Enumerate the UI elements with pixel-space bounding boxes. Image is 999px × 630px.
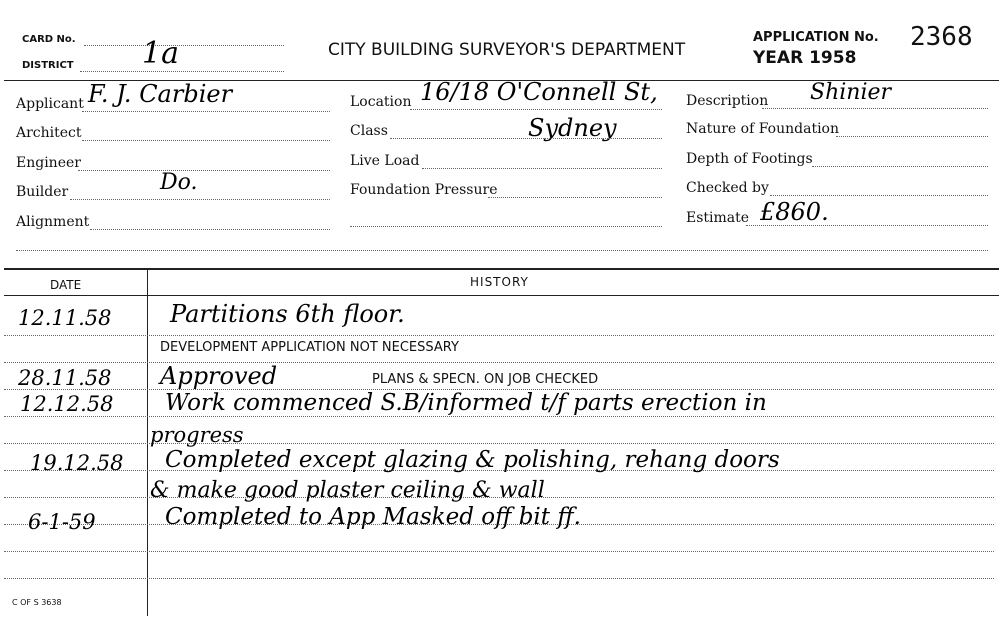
ruled-line	[4, 416, 994, 417]
history-top-rule	[4, 268, 999, 270]
alignment-label: Alignment	[16, 214, 90, 230]
ruled-line	[4, 578, 994, 579]
card-no-line	[84, 45, 284, 46]
ruled-line	[4, 551, 994, 552]
foundation-pressure-label: Foundation Pressure	[350, 182, 498, 198]
depth-of-footings-label: Depth of Footings	[686, 151, 813, 167]
card-no-label: CARD No.	[22, 34, 76, 45]
application-label: APPLICATION No.	[753, 30, 879, 45]
location-value: 16/18 O'Connell St,	[420, 78, 658, 106]
location-value-2: Sydney	[528, 114, 617, 142]
live-load-line	[422, 168, 662, 169]
architect-label: Architect	[16, 125, 82, 141]
year-label: YEAR 1958	[753, 48, 857, 68]
ruled-line	[4, 335, 994, 336]
description-value: Shinier	[810, 80, 892, 105]
live-load-label: Live Load	[350, 153, 420, 169]
history-text: & make good plaster ceiling & wall	[150, 478, 545, 503]
history-text: Partitions 6th floor.	[170, 300, 405, 328]
builder-line	[70, 199, 330, 200]
checked-by-line	[770, 195, 988, 196]
district-line	[80, 71, 284, 72]
nature-of-foundation-label: Nature of Foundation	[686, 121, 839, 137]
middle-blank-line	[350, 226, 662, 227]
history-stamp: DEVELOPMENT APPLICATION NOT NECESSARY	[160, 340, 459, 355]
applicant-label: Applicant	[16, 96, 84, 112]
architect-line	[82, 140, 330, 141]
builder-label: Builder	[16, 184, 69, 200]
date-header: DATE	[50, 278, 82, 292]
depth-of-footings-line	[812, 166, 988, 167]
ruled-line	[4, 362, 994, 363]
applicant-value: F. J. Carbier	[88, 80, 233, 108]
estimate-value: £860.	[760, 198, 829, 226]
history-text: Completed to App Masked off bit ff.	[165, 504, 581, 530]
applicant-line	[82, 111, 330, 112]
nature-of-foundation-line	[836, 136, 988, 137]
history-date: 19.12.58	[30, 451, 124, 475]
location-line	[410, 109, 662, 110]
fields-bottom-line	[16, 250, 988, 251]
date-column-divider	[147, 268, 148, 616]
class-label: Class	[350, 123, 388, 139]
application-number: 2368	[910, 22, 973, 52]
foundation-pressure-line	[488, 197, 662, 198]
engineer-label: Engineer	[16, 155, 81, 171]
history-text: Completed except glazing & polishing, rehang doors	[165, 447, 780, 473]
history-header-rule	[4, 295, 999, 296]
district-label: DISTRICT	[22, 60, 74, 71]
location-label: Location	[350, 94, 412, 110]
description-label: Description	[686, 93, 769, 109]
builder-value: Do.	[160, 170, 198, 195]
history-date: 28.11.58	[18, 366, 112, 390]
history-text: progress	[150, 423, 244, 447]
form-code: C OF S 3638	[12, 598, 62, 607]
class-line	[390, 138, 662, 139]
history-date: 12.11.58	[18, 306, 112, 330]
history-text: Approved	[160, 362, 278, 390]
estimate-label: Estimate	[686, 210, 750, 226]
department-title: CITY BUILDING SURVEYOR'S DEPARTMENT	[328, 40, 686, 60]
engineer-line	[78, 170, 330, 171]
district-value: 1a	[142, 36, 179, 71]
history-text: Work commenced S.B/informed t/f parts erection in	[165, 390, 767, 416]
alignment-line	[90, 229, 330, 230]
estimate-line	[746, 225, 988, 226]
description-line	[762, 108, 988, 109]
history-date: 6-1-59	[28, 510, 96, 534]
history-stamp: PLANS & SPECN. ON JOB CHECKED	[372, 372, 599, 387]
history-date: 12.12.58	[20, 392, 114, 416]
history-header: HISTORY	[470, 275, 529, 289]
checked-by-label: Checked by	[686, 180, 769, 196]
